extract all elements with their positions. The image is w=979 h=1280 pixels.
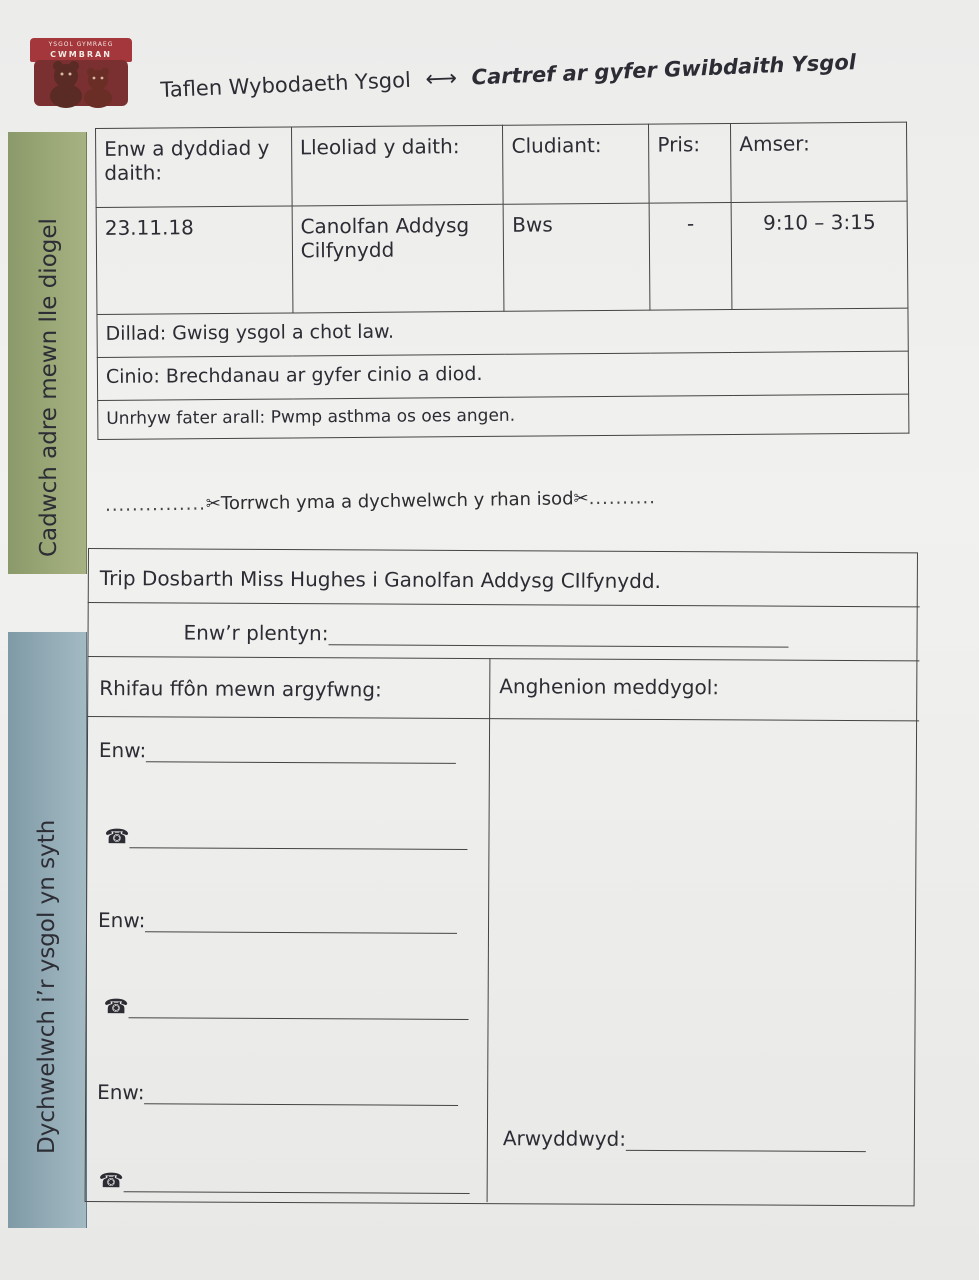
lunch-text: Cinio: Brechdanau ar gyfer cinio a diod. bbox=[97, 351, 908, 400]
lunch-row bbox=[97, 351, 908, 400]
value-location: Canolfan Addysg Cilfynydd bbox=[292, 204, 505, 313]
header-location: Lleoliad y daith: bbox=[291, 125, 503, 206]
value-price: - bbox=[649, 203, 732, 311]
phone-icon: ☎ bbox=[104, 824, 130, 849]
side-text-keep: Cadwch adre mewn lle diogel bbox=[36, 218, 62, 557]
value-transport: Bws bbox=[504, 203, 651, 311]
title-left: Taflen Wybodaeth Ysgol bbox=[160, 67, 412, 102]
child-name-field[interactable] bbox=[183, 621, 788, 648]
contact-2-phone-field[interactable] bbox=[104, 994, 469, 1020]
return-slip bbox=[85, 548, 920, 1208]
cut-text: ✂Torrwch yma a dychwelwch y rhan isod✂ bbox=[205, 488, 589, 515]
other-row bbox=[98, 394, 909, 439]
contact-3-phone-field[interactable] bbox=[99, 1168, 470, 1194]
cut-dots-right: .......... bbox=[588, 487, 656, 510]
logo-line2: CWMBRAN bbox=[50, 50, 112, 59]
medical-needs-label: Anghenion meddygol: bbox=[499, 674, 720, 700]
child-name-label: Enw’r plentyn: bbox=[183, 620, 329, 646]
signed-label: Arwyddwyd: bbox=[502, 1126, 627, 1151]
school-logo bbox=[28, 38, 134, 108]
side-band-keep bbox=[8, 132, 87, 574]
double-arrow-icon: ⟷ bbox=[424, 66, 458, 93]
contact-2-name-field[interactable] bbox=[98, 908, 457, 934]
contact-1-name-label: Enw: bbox=[98, 738, 147, 763]
phone-icon: ☎ bbox=[103, 994, 129, 1019]
value-time: 9:10 – 3:15 bbox=[731, 201, 908, 309]
bears-icon bbox=[28, 38, 134, 108]
header-price: Pris: bbox=[649, 124, 732, 204]
title-right: Cartref ar gyfer Gwibdaith Ysgol bbox=[471, 50, 857, 90]
header-trip-name-date: Enw a dyddiad y daith: bbox=[96, 127, 292, 208]
contact-1-phone-field[interactable] bbox=[104, 824, 467, 850]
clothing-row bbox=[97, 308, 908, 357]
phone-icon: ☎ bbox=[98, 1168, 124, 1193]
trip-info-table bbox=[95, 122, 909, 440]
trip-value-row bbox=[96, 201, 908, 314]
side-band-return bbox=[8, 632, 87, 1228]
return-slip-frame bbox=[85, 548, 918, 1206]
trip-header-row bbox=[96, 122, 908, 207]
contact-2-name-label: Enw: bbox=[97, 908, 146, 933]
side-text-return: Dychwelwch i’r ysgol yn syth bbox=[34, 819, 60, 1154]
cut-dots-left: ............... bbox=[104, 493, 206, 516]
contact-3-name-field[interactable] bbox=[97, 1080, 458, 1106]
logo-line1: YSGOL GYMRAEG bbox=[48, 41, 114, 48]
emergency-numbers-label: Rhifau ffôn mewn argyfwng: bbox=[99, 676, 382, 702]
signed-field[interactable] bbox=[503, 1126, 866, 1152]
return-slip-title: Trip Dosbarth Miss Hughes i Ganolfan Addysg CIlfynydd. bbox=[99, 566, 661, 594]
header-time: Amser: bbox=[731, 122, 907, 202]
contact-1-name-field[interactable] bbox=[99, 738, 456, 764]
other-text: Unrhyw fater arall: Pwmp asthma os oes angen. bbox=[98, 394, 909, 439]
contact-3-name-label: Enw: bbox=[97, 1080, 145, 1105]
header-transport: Cludiant: bbox=[503, 124, 649, 204]
clothing-text: Dillad: Gwisg ysgol a chot law. bbox=[97, 308, 908, 357]
value-date: 23.11.18 bbox=[96, 206, 293, 315]
